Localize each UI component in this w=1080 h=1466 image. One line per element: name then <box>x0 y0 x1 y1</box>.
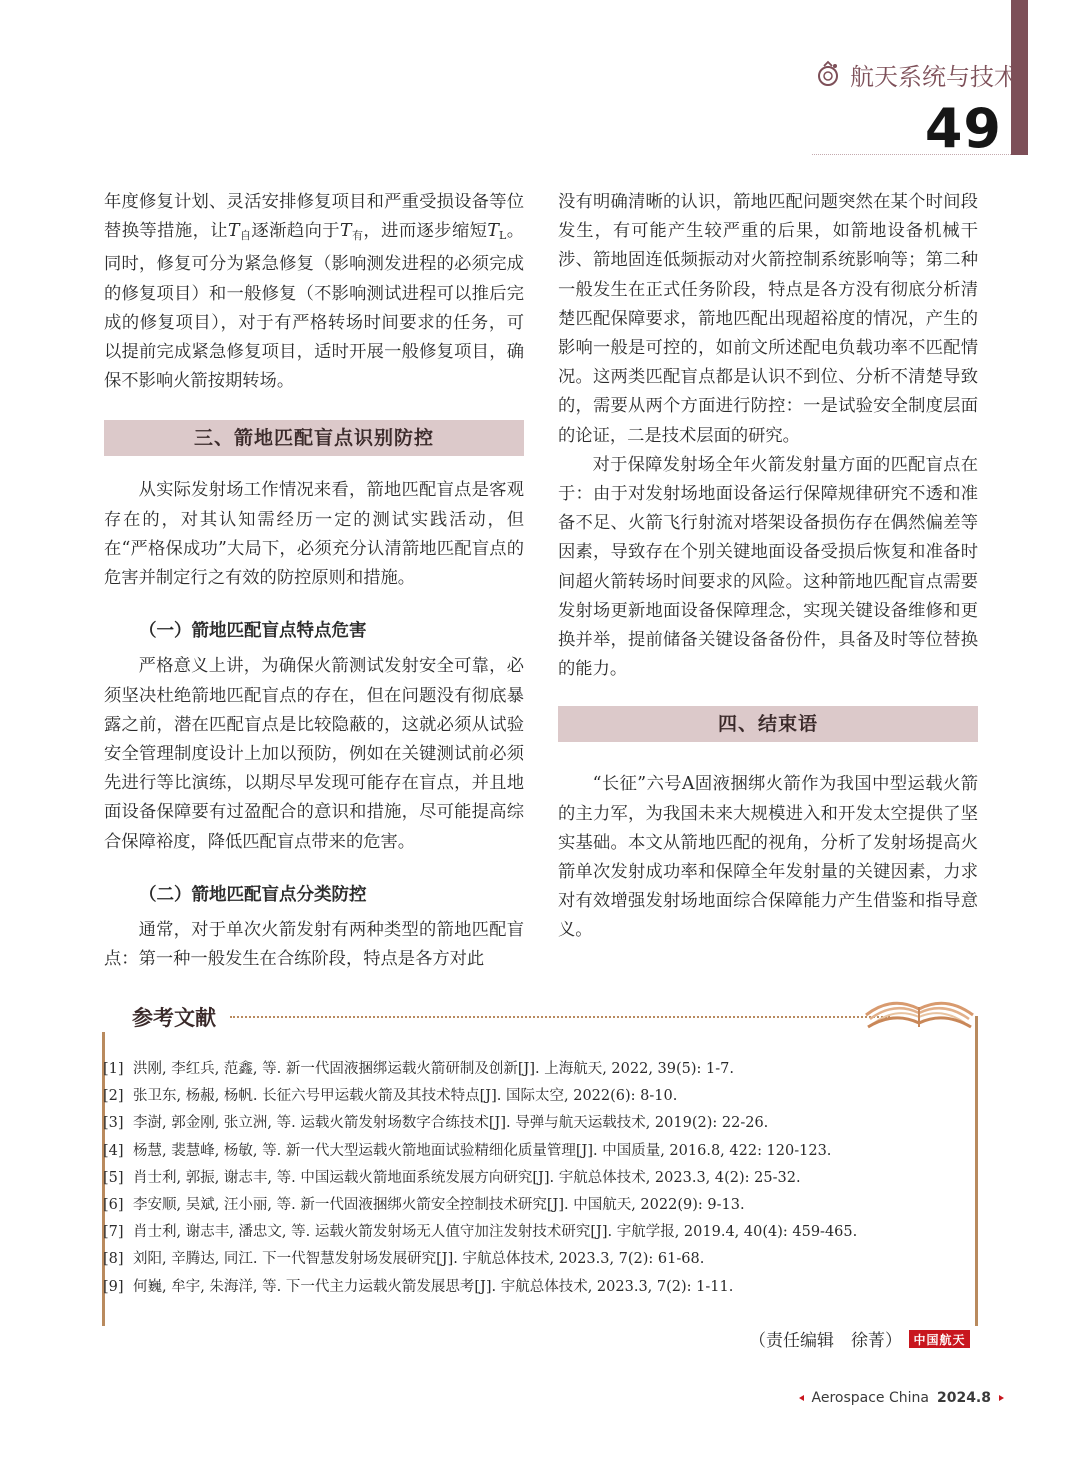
reference-item <box>103 1056 943 1083</box>
reference-item <box>103 1246 943 1273</box>
section-3-heading: 三、箭地匹配盲点识别防控 <box>104 420 524 456</box>
reference-text: 肖士利, 郭振, 谢志丰, 等. 中国运载火箭地面系统发展方向研究[J]. 宇航总体技术, 2023.3, 4(2): 25-32. <box>133 1169 801 1186</box>
reference-number: [8] <box>103 1251 124 1268</box>
text-run: ，进而逐步缩短 <box>363 221 488 242</box>
page-number: 49 <box>924 97 1002 160</box>
page-footer <box>799 1390 1005 1406</box>
reference-item <box>103 1274 943 1301</box>
text-run: 。同时，修复可分为紧急修复（影响测发进程的必须完成的修复项目）和一般修复（不影响测试进程可以推后完成的修复项目），对于有严格转场时间要求的任务，可以提前完成紧急修复项目，适时开展一般修复项目，确保不影响火箭按期转场。 <box>104 221 524 392</box>
reference-number: [5] <box>103 1169 124 1186</box>
reference-number: [4] <box>103 1142 124 1159</box>
section-header <box>814 56 1018 92</box>
right-column <box>558 188 978 946</box>
section-4-heading: 四、结束语 <box>558 706 978 742</box>
reference-number: [3] <box>103 1115 124 1132</box>
reference-text: 张卫东, 杨赧, 杨帆. 长征六号甲运载火箭及其技术特点[J]. 国际太空, 2022(6): 8-10. <box>133 1088 678 1105</box>
symbol-subscript: 自 <box>239 229 252 243</box>
reference-number: [1] <box>103 1061 124 1077</box>
reference-text: 李澍, 郭金刚, 张立洲, 等. 运载火箭发射场数字合练技术[J]. 导弹与航天运载技术, 2019(2): 22-26. <box>133 1115 769 1132</box>
symbol-t: T <box>228 221 240 242</box>
section-3-paragraph: 从实际发射场工作情况来看，箭地匹配盲点是客观存在的，对其认知需经历一定的测试实践活动，但在“严格保成功”大局下，必须充分认清箭地匹配盲点的危害并制定行之有效的防控原则和措施。 <box>104 480 524 589</box>
reference-item <box>103 1083 943 1110</box>
section-4-paragraph: “长征”六号A固液捆绑火箭作为我国中型运载火箭的主力军，为我国未来大规模进入和开发太空提供了坚实基础。本文从箭地匹配的视角，分析了发射场提高火箭单次发射成功率和保障全年发射量的关键因素，力求对有效增强发射场地面综合保障能力产生借鉴和指导意义。 <box>558 774 978 941</box>
right-paragraph-1: 没有明确清晰的认识，箭地匹配问题突然在某个时间段发生，有可能产生较严重的后果，如箭地设备机械干涉、箭地固连低频振动对火箭控制系统影响等；第二种一般发生在正式任务阶段，特点是各方没有彻底分析清楚匹配保障要求，箭地匹配出现超裕度的情况，产生的影响一般是可控的，如前文所述配电负载功率不匹配情况。这两类匹配盲点都是认识不到位、分析不清楚导致的，需要从两个方面进行防控：一是试验安全制度层面的论证，二是技术层面的研究。 <box>558 192 978 446</box>
reference-text: 何巍, 牟宇, 朱海洋, 等. 下一代主力运载火箭发展思考[J]. 宇航总体技术, 2023.3, 7(2): 1-11. <box>133 1278 734 1295</box>
editor-credit-text: （责任编辑 徐菁） <box>749 1331 902 1351</box>
reference-item <box>103 1110 943 1137</box>
reference-item <box>103 1165 943 1192</box>
footer-issue: 2024.8 <box>936 1390 991 1406</box>
header-divider <box>812 154 1011 155</box>
reference-text: 刘阳, 辛腾达, 同江. 下一代智慧发射场发展研究[J]. 宇航总体技术, 2023.3, 7(2): 61-68. <box>133 1251 705 1268</box>
references-dotted-rule <box>230 1016 890 1018</box>
brand-stamp-logo: 中国航天 <box>909 1330 970 1348</box>
text-run: 逐渐趋向于 <box>251 221 340 242</box>
references-title: 参考文献 <box>102 1002 228 1032</box>
symbol-t: T <box>340 221 352 242</box>
open-book-icon <box>862 985 977 1031</box>
subsection-1-heading: （一）箭地匹配盲点特点危害 <box>139 621 367 642</box>
astronaut-icon <box>814 60 842 88</box>
subsection-1-paragraph: 严格意义上讲，为确保火箭测试发射安全可靠，必须坚决杜绝箭地匹配盲点的存在，但在问题没有彻底暴露之前，潜在匹配盲点是比较隐蔽的，这就必须从试验安全管理制度设计上加以预防，例如在关键测试前必须先进行等比演练，以期尽早发现可能存在盲点，并且地面设备保障要有过盈配合的意识和措施，尽可能提高综合保障裕度，降低匹配盲点带来的危害。 <box>104 656 524 852</box>
section-header-title: 航天系统与技术 <box>850 62 1018 91</box>
reference-text: 肖士利, 谢志丰, 潘忠文, 等. 运载火箭发射场无人值守加注发射技术研究[J]. 宇航学报, 2019.4, 40(4): 459-465. <box>133 1224 858 1241</box>
reference-text: 洪刚, 李红兵, 范鑫, 等. 新一代固液捆绑运载火箭研制及创新[J]. 上海航天, 2022, 39(5): 1-7. <box>133 1061 734 1077</box>
symbol-subscript: 有 <box>351 229 364 243</box>
reference-item <box>103 1192 943 1219</box>
reference-number: [9] <box>103 1278 124 1295</box>
left-triangle-icon <box>799 1395 804 1401</box>
footer-journal: Aerospace China <box>811 1390 929 1406</box>
reference-text: 杨慧, 裴慧峰, 杨敏, 等. 新一代大型运载火箭地面试验精细化质量管理[J]. 中国质量, 2016.8, 422: 120-123. <box>133 1142 832 1159</box>
references-title-row <box>102 1002 228 1032</box>
reference-text: 李安顺, 吴斌, 汪小丽, 等. 新一代固液捆绑火箭安全控制技术研究[J]. 中国航天, 2022(9): 9-13. <box>133 1197 745 1214</box>
subsection-2-paragraph: 通常，对于单次火箭发射有两种类型的箭地匹配盲点：第一种一般发生在合练阶段，特点是各方对此 <box>104 920 524 970</box>
reference-item <box>103 1219 943 1246</box>
text-run: 年度修复计划、灵活安排修复项目和严重受损设备等位替换等措施，让 <box>104 192 524 242</box>
symbol-t: T <box>487 221 499 242</box>
reference-item <box>103 1138 943 1165</box>
left-column <box>104 188 524 974</box>
symbol-subscript: L <box>498 229 507 243</box>
right-paragraph-2: 对于保障发射场全年火箭发射量方面的匹配盲点在于：由于对发射场地面设备运行保障规律研究不透和准备不足、火箭飞行射流对塔架设备损伤存在偶然偏差等因素，导致存在个别关键地面设备受损后恢复和准备时间超火箭转场时间要求的风险。这种箭地匹配盲点需要发射场更新地面设备保障理念，实现关键设备维修和更换并举，提前储备关键设备备份件，具备及时等位替换的能力。 <box>558 454 978 680</box>
left-paragraph-1 <box>104 188 524 396</box>
subsection-2-heading: （二）箭地匹配盲点分类防控 <box>139 884 367 905</box>
references-list <box>103 1056 943 1301</box>
reference-number: [2] <box>103 1088 124 1105</box>
right-triangle-icon <box>999 1395 1004 1401</box>
reference-number: [6] <box>103 1197 124 1214</box>
reference-number: [7] <box>103 1224 124 1241</box>
